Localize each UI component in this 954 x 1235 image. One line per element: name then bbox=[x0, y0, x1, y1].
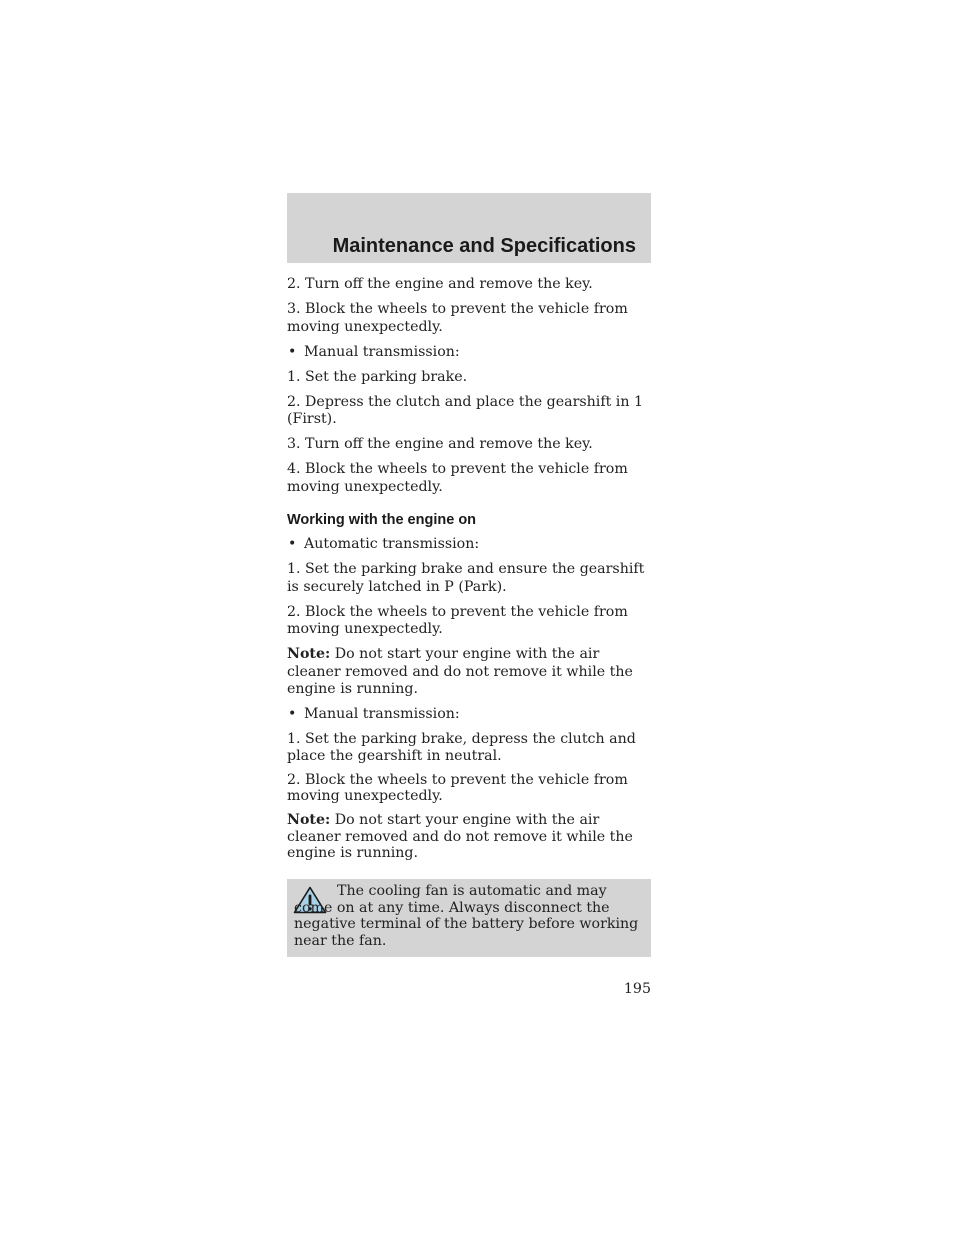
step-paragraph: 2. Block the wheels to prevent the vehicle from moving unexpectedly. bbox=[287, 603, 628, 637]
page-content bbox=[287, 276, 651, 869]
bullet-dot: • bbox=[288, 536, 297, 552]
bullet-label: Manual transmission: bbox=[304, 343, 460, 360]
step-paragraph: 1. Set the parking brake. bbox=[287, 368, 468, 385]
step-paragraph: 2. Turn off the engine and remove the key. bbox=[287, 276, 593, 292]
warning-text: The cooling fan is automatic and may come on at any time. Always disconnect the negative terminal of the battery before working near the fan. bbox=[294, 883, 639, 949]
bullet-item bbox=[287, 344, 651, 362]
step-paragraph: 3. Turn off the engine and remove the key. bbox=[287, 436, 593, 452]
note-text: Do not start your engine with the air cleaner removed and do not remove it while the engine is running. bbox=[287, 812, 633, 861]
bullet-item bbox=[287, 706, 651, 724]
bullet-item bbox=[287, 536, 651, 554]
section-header bbox=[287, 193, 651, 263]
step-paragraph: 2. Depress the clutch and place the gearshift in 1 (First). bbox=[287, 393, 644, 427]
note-label: Note: bbox=[287, 646, 331, 662]
bullet-label: Automatic transmission: bbox=[304, 536, 480, 552]
bullet-label: Manual transmission: bbox=[304, 706, 460, 722]
note-paragraph bbox=[287, 646, 651, 699]
warning-box bbox=[287, 879, 651, 957]
step-paragraph: 1. Set the parking brake and ensure the gearshift is securely latched in P (Park). bbox=[287, 561, 645, 595]
page-number: 195 bbox=[623, 981, 651, 997]
bullet-dot: • bbox=[288, 343, 297, 360]
subheading: Working with the engine on bbox=[287, 512, 477, 528]
bullet-dot: • bbox=[288, 706, 297, 722]
step-paragraph: 2. Block the wheels to prevent the vehicle from moving unexpectedly. bbox=[287, 771, 628, 804]
step-paragraph: 4. Block the wheels to prevent the vehicle from moving unexpectedly. bbox=[287, 461, 628, 495]
section-title: Maintenance and Specifications bbox=[332, 235, 636, 257]
step-paragraph: 1. Set the parking brake, depress the clutch and place the gearshift in neutral. bbox=[287, 731, 636, 764]
note-paragraph bbox=[287, 812, 651, 862]
step-paragraph: 3. Block the wheels to prevent the vehicle from moving unexpectedly. bbox=[287, 301, 628, 335]
note-text: Do not start your engine with the air cleaner removed and do not remove it while the engine is running. bbox=[287, 646, 633, 697]
note-label: Note: bbox=[287, 812, 331, 828]
